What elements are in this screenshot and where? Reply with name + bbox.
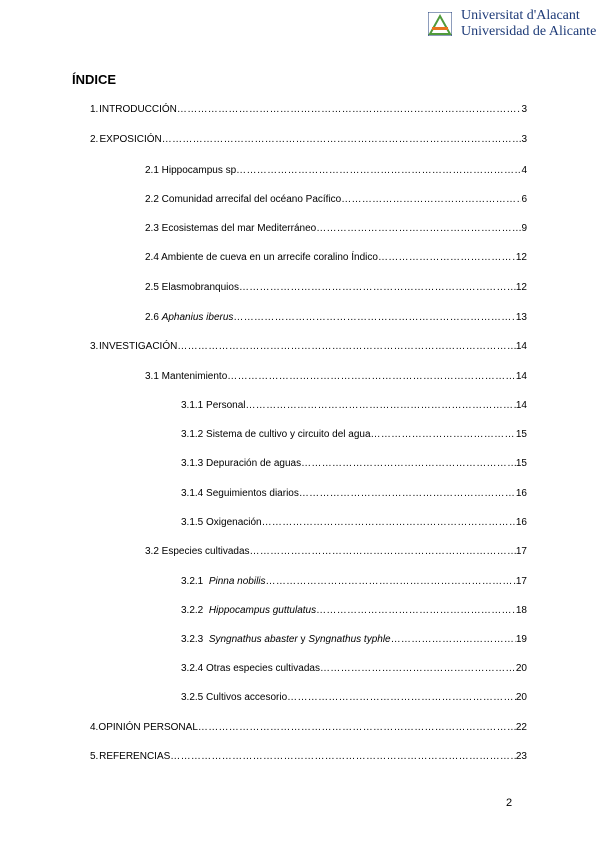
toc-number: 1. <box>90 104 99 115</box>
toc-page: 12 <box>515 252 527 263</box>
toc-label <box>145 311 233 325</box>
toc-label: 3.2 Especies cultivadas <box>145 546 250 557</box>
toc-label: 3.1 Mantenimiento <box>145 371 228 382</box>
toc-label: 2.2 Comunidad arrecifal del océano Pacífico <box>145 194 342 205</box>
toc-leader <box>391 633 516 647</box>
toc-entry-3-1[interactable] <box>145 370 527 384</box>
toc-page: 17 <box>515 546 527 557</box>
toc-page: 13 <box>515 312 527 323</box>
toc-label: 2.3 Ecosistemas del mar Mediterráneo <box>145 223 317 234</box>
toc-label: INVESTIGACIÓN <box>98 341 178 352</box>
toc-page: 12 <box>515 282 527 293</box>
toc-page: 3 <box>521 104 527 115</box>
toc-label: 2.4 Ambiente de cueva en un arrecife coralino Índico <box>145 252 378 263</box>
toc-leader <box>341 193 521 207</box>
toc-label-species-1: Syngnathus abaster <box>208 634 298 645</box>
toc-leader <box>287 691 516 705</box>
toc-entry-exposicion[interactable] <box>90 133 527 147</box>
university-emblem-icon <box>428 12 452 36</box>
toc-leader <box>227 370 516 384</box>
toc-leader <box>239 281 516 295</box>
toc-leader <box>177 340 516 354</box>
toc-entry-investigacion[interactable] <box>90 340 527 354</box>
toc-entry-2-2[interactable] <box>145 193 527 207</box>
toc-entry-3-2-2[interactable] <box>181 604 527 618</box>
toc-number: 5. <box>90 751 99 762</box>
toc-label <box>181 575 266 589</box>
toc-label: 3.1.5 Oxigenación <box>181 517 262 528</box>
toc-number: 3. <box>90 341 99 352</box>
university-name-valencian: Universitat d'Alacant <box>461 8 580 23</box>
toc-entry-referencias[interactable] <box>90 750 527 764</box>
toc-label: EXPOSICIÓN <box>99 134 162 145</box>
toc-leader <box>316 222 521 236</box>
toc-leader <box>177 103 522 117</box>
toc-label <box>181 604 316 618</box>
toc-leader <box>246 399 516 413</box>
toc-entry-3-1-5[interactable] <box>181 516 527 530</box>
toc-page: 14 <box>515 400 527 411</box>
toc-leader <box>262 516 516 530</box>
toc-label-species: Hippocampus guttulatus <box>208 605 317 616</box>
toc-page: 15 <box>515 429 527 440</box>
university-name-spanish: Universidad de Alicante <box>461 24 597 39</box>
toc-entry-3-1-3[interactable] <box>181 457 527 471</box>
page-title: ÍNDICE <box>72 72 117 87</box>
toc-page: 16 <box>515 488 527 499</box>
toc-entry-2-1[interactable] <box>145 164 527 178</box>
toc-entry-2-4[interactable] <box>145 251 527 265</box>
toc-entry-3-2-4[interactable] <box>181 662 527 676</box>
toc-page: 6 <box>521 194 527 205</box>
toc-number: 2. <box>90 134 99 145</box>
toc-label: REFERENCIAS <box>99 751 171 762</box>
page-number: 2 <box>506 797 513 809</box>
toc-label: 3.2.5 Cultivos accesorio <box>181 692 288 703</box>
toc-entry-2-6[interactable] <box>145 311 527 325</box>
toc-entry-3-2-1[interactable] <box>181 575 527 589</box>
toc-leader <box>378 251 516 265</box>
toc-entry-3-1-4[interactable] <box>181 487 527 501</box>
toc-leader <box>162 133 522 147</box>
toc-entry-3-2[interactable] <box>145 545 527 559</box>
toc-label-prefix: 2.6 <box>145 312 162 323</box>
toc-leader <box>371 428 516 442</box>
toc-leader <box>316 604 516 618</box>
toc-number: 4. <box>90 722 99 733</box>
toc-entry-3-1-2[interactable] <box>181 428 527 442</box>
toc-label-prefix: 3.2.2 <box>181 605 209 616</box>
toc-page: 22 <box>515 722 527 733</box>
toc-leader <box>236 164 521 178</box>
toc-label-species-2: Syngnathus typhle <box>308 634 391 645</box>
toc-entry-2-3[interactable] <box>145 222 527 236</box>
toc-label-species: Aphanius iberus <box>161 312 234 323</box>
toc-page: 17 <box>515 576 527 587</box>
toc-leader <box>250 545 516 559</box>
toc-label: 2.5 Elasmobranquios <box>145 282 239 293</box>
toc-label-prefix: 3.2.1 <box>181 576 209 587</box>
toc-entry-3-2-5[interactable] <box>181 691 527 705</box>
toc-label-prefix: 3.2.3 <box>181 634 209 645</box>
toc-page: 9 <box>521 223 527 234</box>
toc-label: 3.1.1 Personal <box>181 400 246 411</box>
toc-leader <box>170 750 516 764</box>
toc-page: 15 <box>515 458 527 469</box>
toc-page: 19 <box>515 634 527 645</box>
toc-entry-3-2-3[interactable] <box>181 633 527 647</box>
toc-page: 3 <box>521 134 527 145</box>
toc-page: 14 <box>515 341 527 352</box>
toc-page: 20 <box>515 663 527 674</box>
toc-page: 4 <box>521 165 527 176</box>
toc-entry-2-5[interactable] <box>145 281 527 295</box>
toc-leader <box>299 487 516 501</box>
toc-page: 20 <box>515 692 527 703</box>
toc-page: 23 <box>515 751 527 762</box>
toc-leader <box>233 311 515 325</box>
university-logo <box>428 8 600 42</box>
toc-leader <box>301 457 516 471</box>
toc-entry-3-1-1[interactable] <box>181 399 527 413</box>
toc-entry-introduccion[interactable] <box>90 103 527 117</box>
toc-entry-opinion-personal[interactable] <box>90 721 527 735</box>
toc-page: 18 <box>515 605 527 616</box>
toc-leader <box>198 721 516 735</box>
toc-label: INTRODUCCIÓN <box>99 104 177 115</box>
toc-label: 3.1.2 Sistema de cultivo y circuito del agua <box>181 429 371 440</box>
toc-label: 3.2.4 Otras especies cultivadas <box>181 663 320 674</box>
toc-leader <box>320 662 516 676</box>
toc-label: 2.1 Hippocampus sp <box>145 165 237 176</box>
toc-label: 3.1.4 Seguimientos diarios <box>181 488 299 499</box>
university-name <box>461 8 596 40</box>
toc-label-conjunction: y <box>297 634 309 645</box>
toc-page: 14 <box>515 371 527 382</box>
toc-leader <box>266 575 516 589</box>
toc-label: OPINIÓN PERSONAL <box>98 722 198 733</box>
toc-label: 3.1.3 Depuración de aguas <box>181 458 302 469</box>
toc-label <box>181 633 391 647</box>
toc-label-species: Pinna nobilis <box>208 576 266 587</box>
toc-page: 16 <box>515 517 527 528</box>
